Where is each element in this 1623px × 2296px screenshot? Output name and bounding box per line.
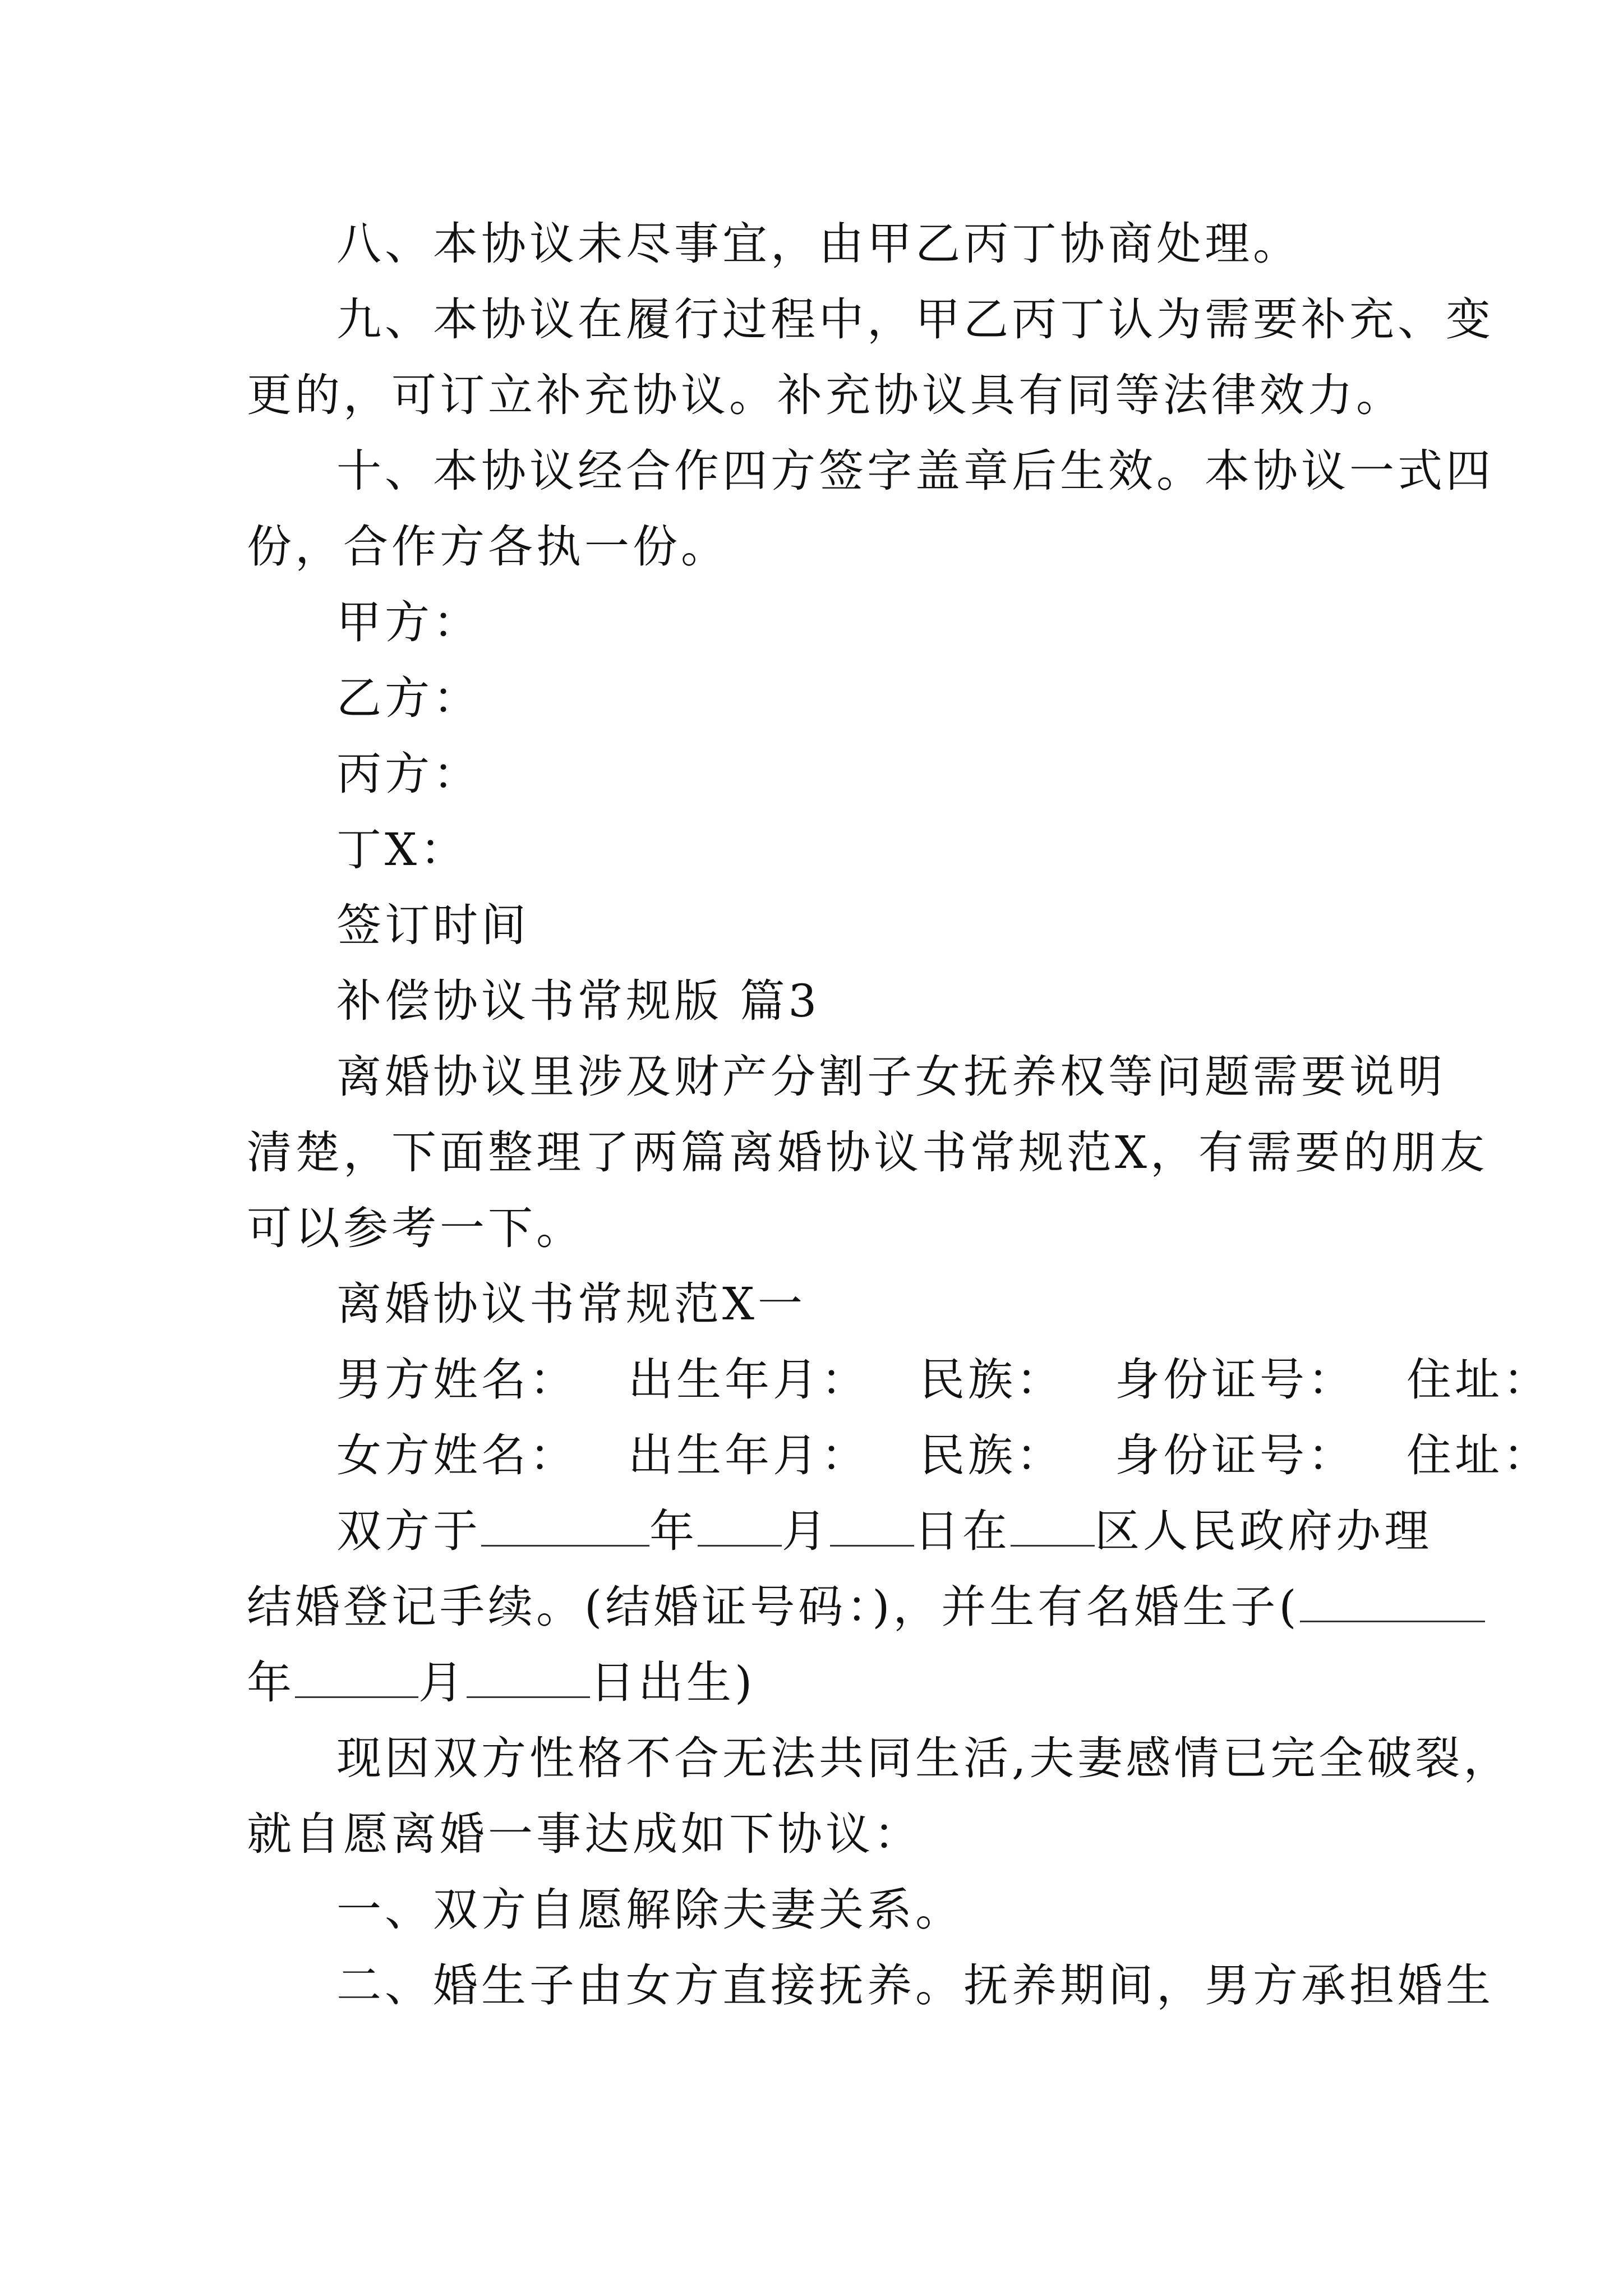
marriage-text-2: 年	[649, 1505, 698, 1557]
marriage-line-2	[247, 1579, 1396, 1635]
clause-8: 八、本协议未尽事宜，由甲乙丙丁协商处理。	[336, 218, 1301, 270]
day-blank	[830, 1506, 914, 1547]
male-info-row	[336, 1352, 1551, 1408]
male-address-label: 住址：	[1407, 1354, 1551, 1406]
district-blank	[1011, 1506, 1095, 1547]
clause-9-line-1: 九、本协议在履行过程中，甲乙丙丁认为需要补充、变	[336, 293, 1494, 346]
term-1: 一、双方自愿解除夫妻关系。	[336, 1884, 963, 1936]
marriage-text-1: 双方于	[336, 1505, 481, 1557]
marriage-text-8: 月	[418, 1657, 467, 1709]
birth-year-blank	[1300, 1581, 1485, 1622]
intro-line-2: 清楚，下面整理了两篇离婚协议书常规范X，有需要的朋友	[247, 1126, 1488, 1179]
party-c-label: 丙方：	[336, 748, 481, 800]
female-id-label: 身份证号：	[1115, 1429, 1356, 1481]
party-d-label: 丁X：	[336, 823, 468, 876]
party-b-label: 乙方：	[336, 672, 481, 724]
male-name-label: 男方姓名：	[336, 1354, 578, 1406]
male-birth-label: 出生年月：	[628, 1354, 869, 1406]
marriage-text-4: 日在	[914, 1505, 1011, 1557]
birth-month-blank	[295, 1657, 418, 1698]
clause-10-line-1: 十、本协议经合作四方签字盖章后生效。本协议一式四	[336, 445, 1494, 497]
intro-line-1: 离婚协议里涉及财产分割子女抚养权等问题需要说明	[336, 1051, 1446, 1103]
sign-time-label: 签订时间	[336, 899, 529, 951]
marriage-text-3: 月	[782, 1505, 830, 1557]
month-blank	[698, 1506, 782, 1547]
female-info-row	[336, 1428, 1551, 1484]
marriage-text-6: 结婚登记手续。(结婚证号码：)，并生有名婚生子(	[247, 1581, 1300, 1633]
clause-10-line-2: 份，合作方各执一份。	[247, 521, 729, 573]
party-a-label: 甲方：	[336, 596, 481, 648]
section-title: 补偿协议书常规版 篇3	[336, 975, 820, 1027]
female-birth-label: 出生年月：	[628, 1429, 869, 1481]
marriage-line-1	[336, 1503, 1486, 1559]
male-id-label: 身份证号：	[1115, 1354, 1356, 1406]
marriage-text-5: 区人民政府办理	[1095, 1505, 1432, 1557]
marriage-line-3	[247, 1655, 1396, 1711]
female-ethnicity-label: 民族：	[920, 1429, 1064, 1481]
female-name-label: 女方姓名：	[336, 1429, 578, 1481]
reason-line-2: 就自愿离婚一事达成如下协议：	[247, 1808, 922, 1860]
female-address-label: 住址：	[1407, 1429, 1551, 1481]
birth-day-blank	[467, 1657, 590, 1698]
year-blank	[481, 1506, 649, 1547]
term-2: 二、婚生子由女方直接抚养。抚养期间，男方承担婚生	[336, 1959, 1494, 2012]
reason-line-1: 现因双方性格不合无法共同生活,夫妻感情已完全破裂，	[336, 1732, 1512, 1784]
clause-9-line-2: 更的，可订立补充协议。补充协议具有同等法律效力。	[247, 369, 1404, 421]
sub-title: 离婚协议书常规范X一	[336, 1278, 806, 1330]
marriage-text-9: 日出生)	[590, 1657, 756, 1709]
marriage-text-7: 年	[247, 1657, 295, 1709]
male-ethnicity-label: 民族：	[920, 1354, 1064, 1406]
intro-line-3: 可以参考一下。	[247, 1202, 584, 1254]
